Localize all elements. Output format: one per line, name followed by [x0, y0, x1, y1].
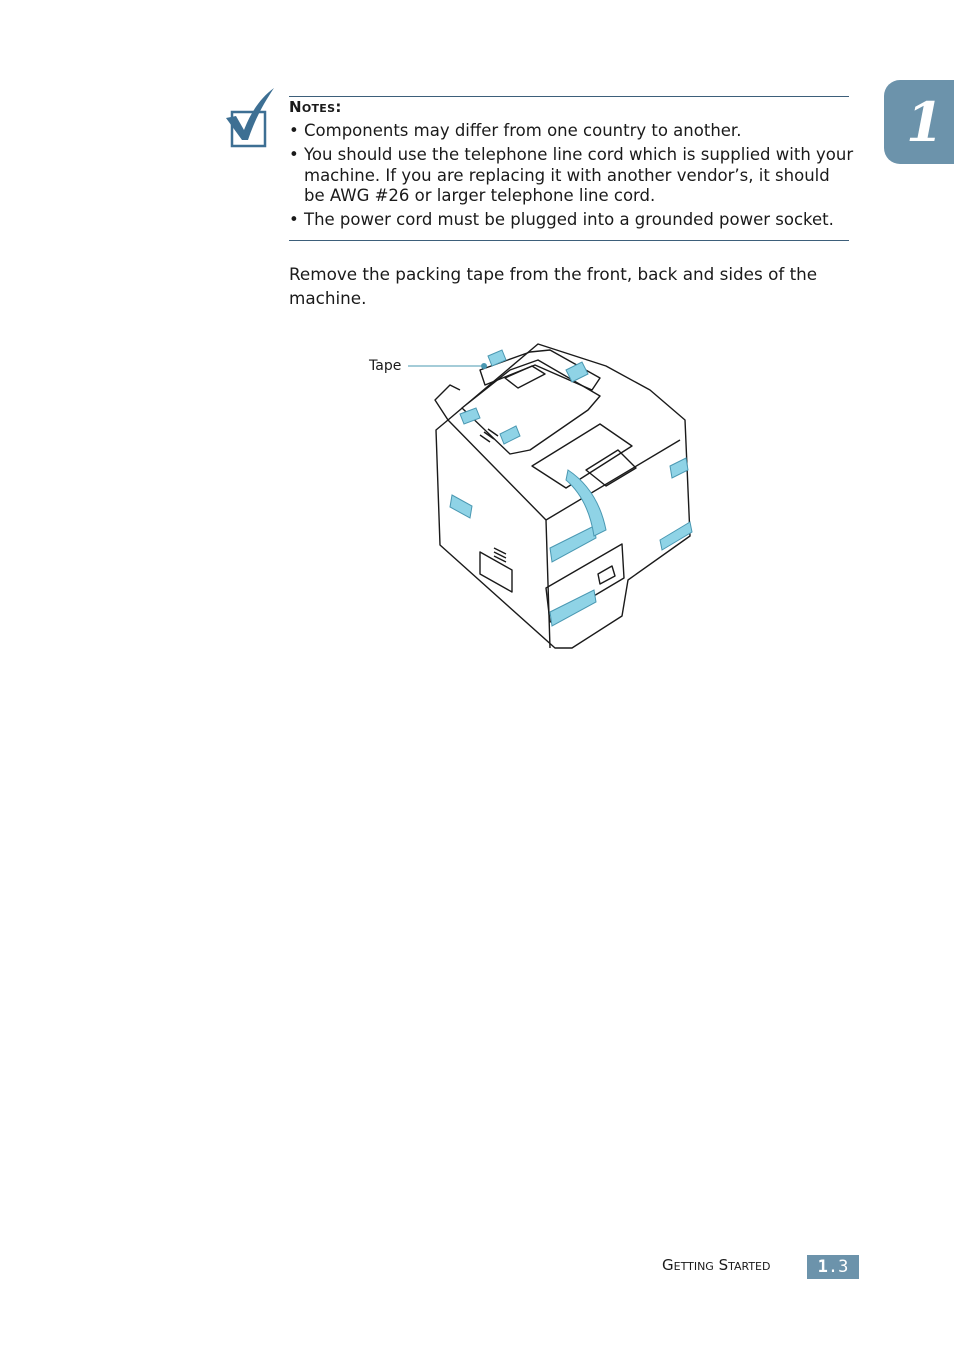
chapter-number: 1 — [906, 90, 944, 154]
footer-section-title: Getting Started — [662, 1256, 771, 1274]
page-number-badge: 1.3 — [807, 1255, 859, 1279]
tape-strip — [488, 350, 506, 366]
note-item: • Components may differ from one country to another. — [289, 121, 854, 142]
notes-bottom-rule — [289, 240, 849, 241]
chapter-tab — [884, 80, 954, 164]
printer-illustration — [360, 330, 710, 650]
notes-list — [289, 121, 854, 234]
callout-dot — [481, 363, 487, 369]
callout-label: Tape — [369, 358, 402, 374]
instruction-text: Remove the packing tape from the front, back and sides of the machine. — [289, 264, 818, 308]
notes-title: Notes: — [289, 98, 342, 116]
note-item: • The power cord must be plugged into a grounded power socket. — [289, 210, 854, 231]
notes-top-rule — [289, 96, 849, 97]
checkmark-note-icon — [222, 86, 276, 150]
note-item: • You should use the telephone line cord which is supplied with your machine. If you are replacing it with another vendor’s, it should be AWG #26 or larger telephone line cord. — [289, 145, 854, 207]
